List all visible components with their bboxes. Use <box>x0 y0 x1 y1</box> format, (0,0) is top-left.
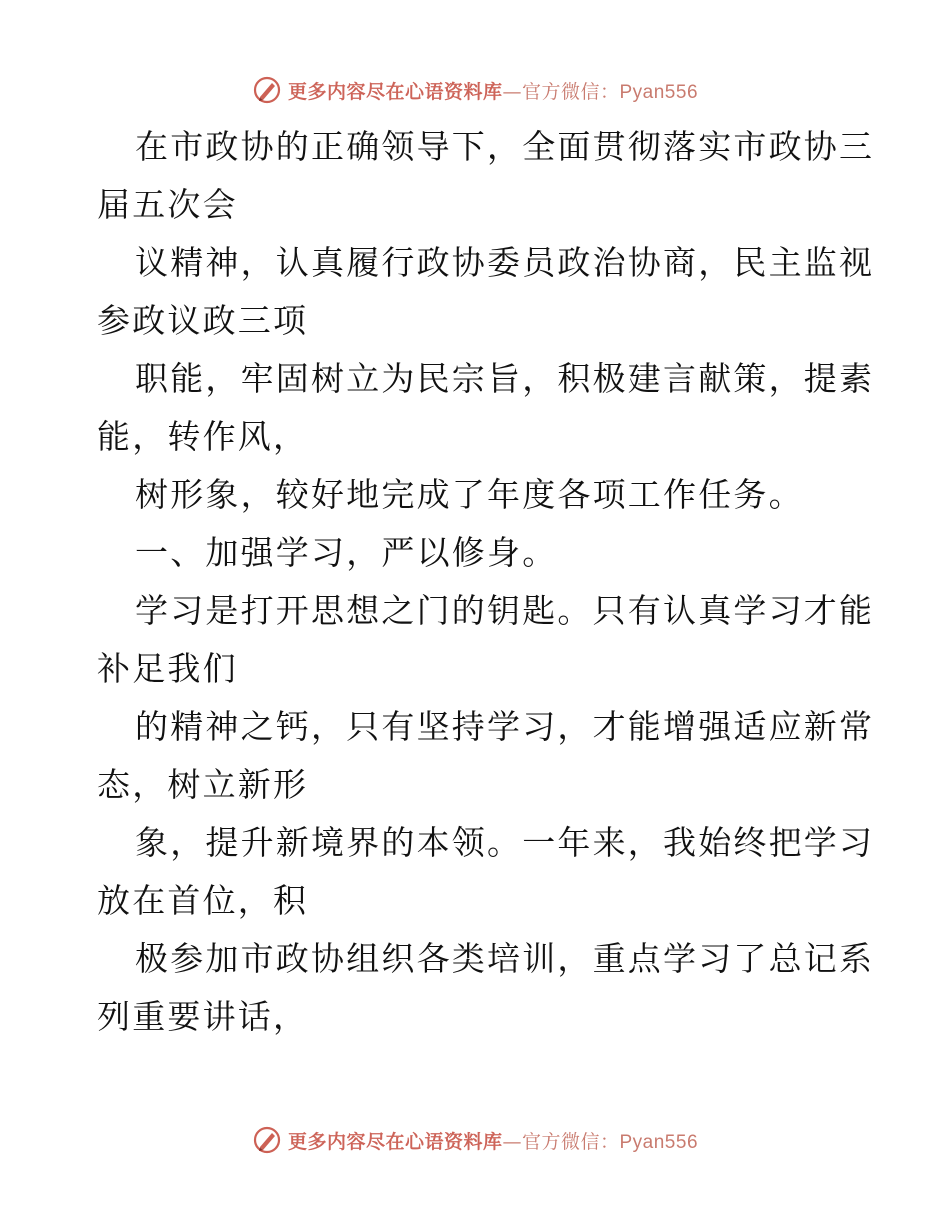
watermark-official: 官方微信： <box>521 80 620 103</box>
watermark-account-id: Pyan556 <box>619 1131 699 1153</box>
watermark-account-id: Pyan556 <box>619 81 699 103</box>
document-body <box>97 118 875 1046</box>
text-line: 树形象，较好地完成了年度各项工作任务。 <box>135 475 804 514</box>
text-line: 届五次会 <box>97 185 238 224</box>
text-line: 态，树立新形 <box>97 765 309 804</box>
footer-watermark <box>0 1120 950 1160</box>
text-line: 象，提升新境界的本领。一年来，我始终把学习 <box>135 823 875 862</box>
watermark-lead: 更多内容尽在心语资料库 <box>287 1130 503 1153</box>
header-watermark <box>0 70 950 110</box>
text-line: 学习是打开思想之门的钥匙。只有认真学习才能 <box>135 591 875 630</box>
text-line: 能，转作风， <box>97 417 309 456</box>
watermark-separator: — <box>502 80 522 103</box>
pen-logo-icon <box>252 1125 282 1155</box>
text-line: 补足我们 <box>97 649 238 688</box>
watermark-text <box>288 77 698 104</box>
text-line: 极参加市政协组织各类培训，重点学习了总记系 <box>135 939 875 978</box>
text-line: 的精神之钙，只有坚持学习，才能增强适应新常 <box>135 707 875 746</box>
watermark-official: 官方微信： <box>521 1130 620 1153</box>
text-line: 放在首位，积 <box>97 881 309 920</box>
watermark-separator: — <box>502 1130 522 1153</box>
text-line: 一、加强学习，严以修身。 <box>135 533 558 572</box>
text-line: 职能，牢固树立为民宗旨，积极建言献策，提素 <box>135 359 875 398</box>
watermark-text <box>288 1127 698 1154</box>
text-line: 在市政协的正确领导下，全面贯彻落实市政协三 <box>135 127 875 166</box>
text-line: 议精神，认真履行政协委员政治协商，民主监视 <box>135 243 875 282</box>
text-line: 参政议政三项 <box>97 301 309 340</box>
watermark-lead: 更多内容尽在心语资料库 <box>287 80 503 103</box>
text-line: 列重要讲话， <box>97 997 309 1036</box>
pen-logo-icon <box>252 75 282 105</box>
